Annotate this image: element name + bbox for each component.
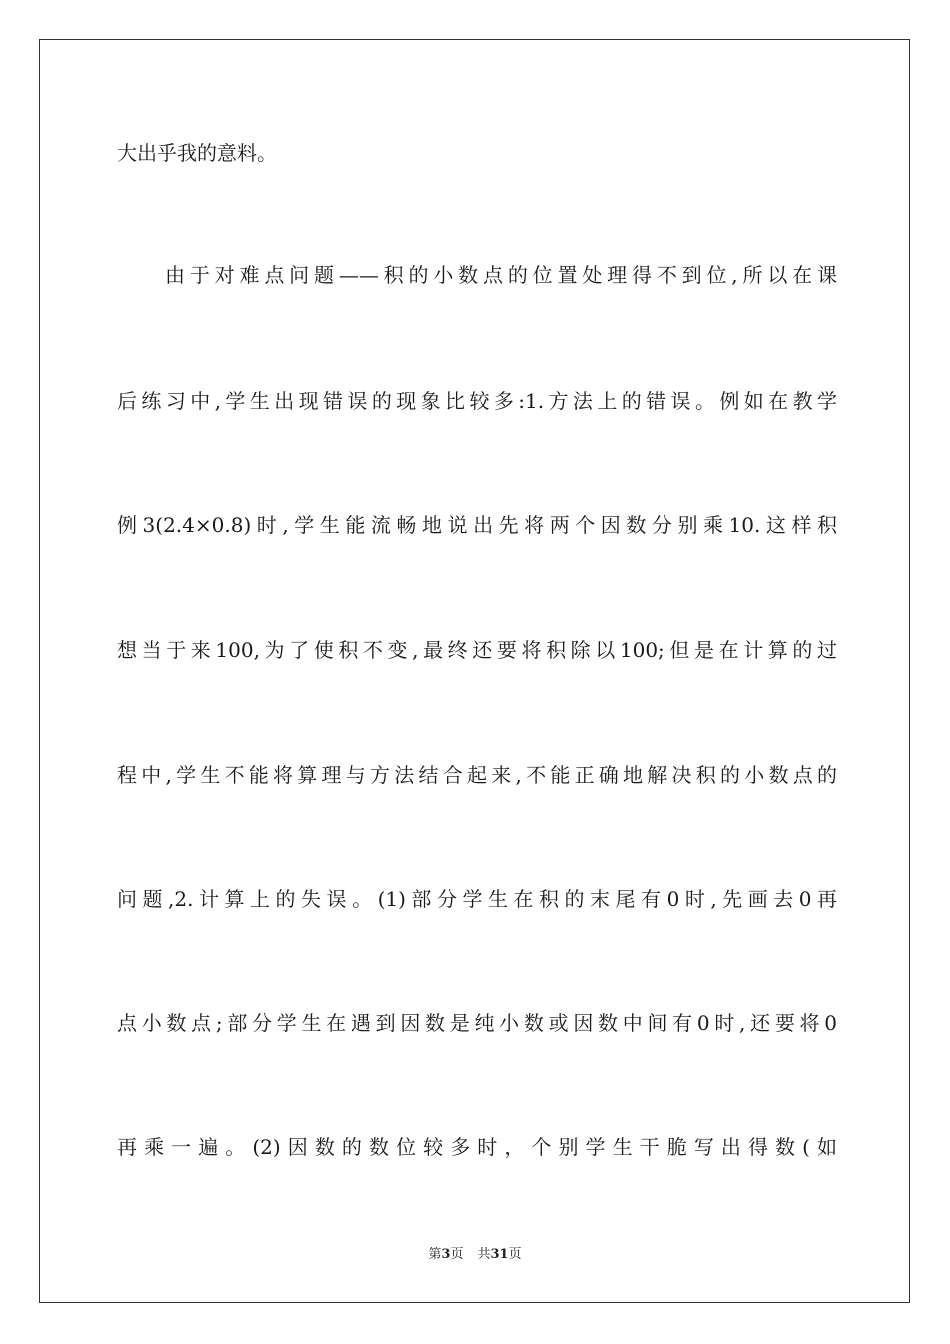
text-line-7: 问题,2.计算上的失误。(1)部分学生在积的末尾有0时,先画去0再 [117,887,837,911]
page-suffix: 页 [450,1247,464,1262]
text-line-9: 再乘一遍。(2)因数的数位较多时，个别学生干脆写出得数(如 [117,1135,837,1159]
text-line-3: 后练习中,学生出现错误的现象比较多:1.方法上的错误。例如在教学 [117,389,837,413]
text-line-8: 点小数点;部分学生在遇到因数是纯小数或因数中间有0时,还要将0 [117,1011,837,1035]
total-suffix: 页 [508,1247,522,1262]
page-footer [0,1247,950,1263]
page-number: 3 [441,1247,451,1262]
text-line-1: 大出乎我的意料。 [117,141,277,165]
text-line-5: 想当于来100,为了使积不变,最终还要将积除以100;但是在计算的过 [117,638,837,662]
total-pages: 31 [490,1247,509,1262]
text-line-4: 例3(2.4×0.8)时,学生能流畅地说出先将两个因数分别乘10.这样积 [117,513,837,537]
total-prefix: 共 [477,1247,491,1262]
page-prefix: 第 [428,1247,442,1262]
text-line-6: 程中,学生不能将算理与方法结合起来,不能正确地解决积的小数点的 [117,763,837,787]
page-border [39,39,910,1303]
text-line-2: 由于对难点问题——积的小数点的位置处理得不到位,所以在课 [165,263,837,287]
